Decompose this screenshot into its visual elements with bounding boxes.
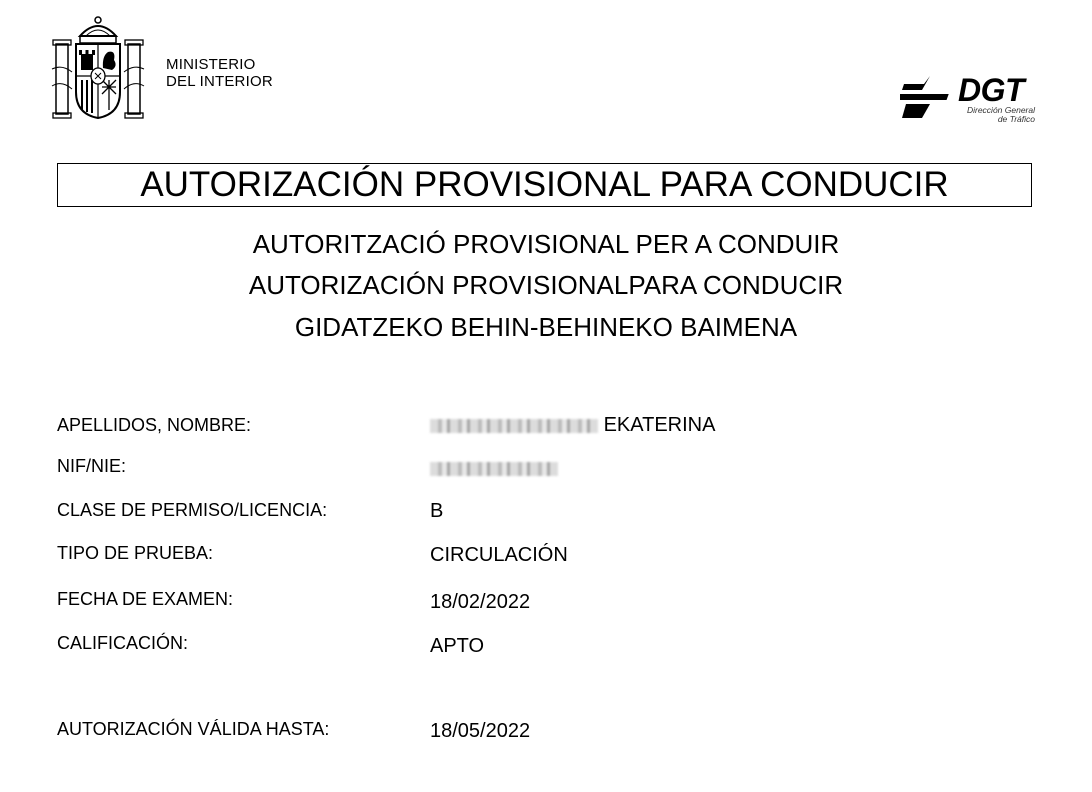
dgt-subtitle-line-1: Dirección General (966, 105, 1035, 115)
name-value-row (430, 414, 715, 437)
grade-value: APTO (430, 635, 485, 657)
exam-date-value: 18/02/2022 (430, 591, 531, 613)
test-type-label: TIPO DE PRUEBA: (57, 543, 214, 563)
grade-label: CALIFICACIÓN: (57, 633, 189, 653)
license-class-label: CLASE DE PERMISO/LICENCIA: (57, 500, 328, 520)
redacted-surname (430, 419, 598, 433)
title-galician: AUTORIZACIÓN PROVISIONALPARA CONDUCIR (248, 270, 844, 300)
ministry-name (166, 56, 273, 90)
title-basque: GIDATZEKO BEHIN-BEHINEKO BAIMENA (294, 312, 798, 342)
test-type-value: CIRCULACIÓN (430, 544, 568, 566)
nif-label: NIF/NIE: (57, 456, 127, 476)
title-catalan: AUTORITZACIÓ PROVISIONAL PER A CONDUIR (252, 229, 840, 259)
valid-until-label: AUTORIZACIÓN VÁLIDA HASTA: (57, 719, 330, 739)
coat-of-arms-icon (50, 14, 146, 122)
document-title: AUTORIZACIÓN PROVISIONAL PARA CONDUCIR (57, 163, 1032, 207)
exam-date-label: FECHA DE EXAMEN: (57, 589, 234, 609)
redacted-nif (430, 462, 558, 476)
nif-value-row (430, 457, 558, 480)
dgt-subtitle-line-2: de Tráfico (997, 114, 1035, 124)
name-label: APELLIDOS, NOMBRE: (57, 415, 252, 435)
dgt-logo-text: DGT (958, 72, 1025, 108)
ministry-line-1: MINISTERIO (166, 56, 256, 73)
license-class-value: B (430, 500, 444, 522)
name-value: EKATERINA (603, 414, 716, 436)
valid-until-value: 18/05/2022 (430, 720, 531, 742)
dgt-subtitle (947, 106, 1035, 124)
ministry-line-2: DEL INTERIOR (166, 73, 273, 90)
